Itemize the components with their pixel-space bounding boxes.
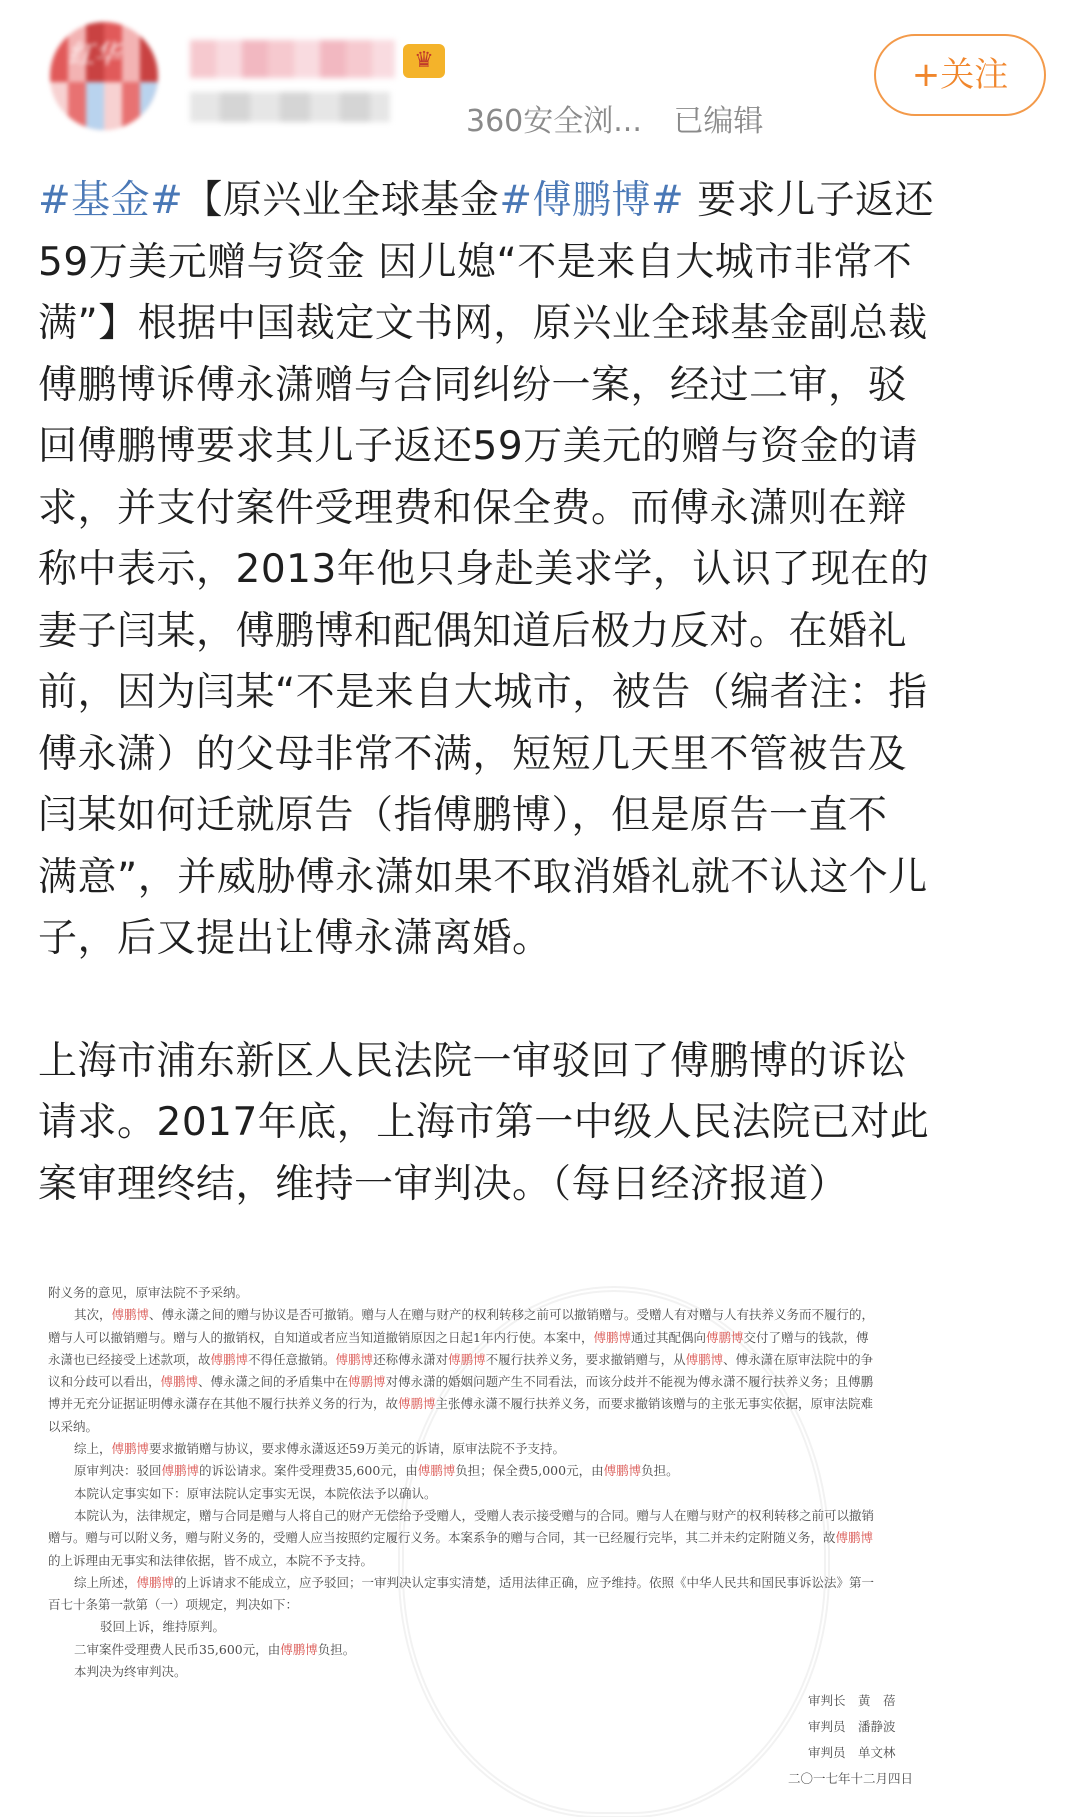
highlighted-name: 傅鹏博 <box>348 1374 386 1390</box>
highlighted-name: 傅鹏博 <box>280 1641 318 1657</box>
hashtag-fund[interactable]: #基金# <box>38 178 184 223</box>
document-line: 的上诉理由无事实和法律依据，皆不成立，本院不予支持。 <box>48 1552 374 1568</box>
post-line: 前，因为闫某“不是来自大城市，被告（编者注：指 <box>38 670 928 715</box>
highlighted-name: 傅鹏博 <box>161 1463 200 1479</box>
post-line: 子，后又提出让傅永潇离婚。 <box>38 916 552 961</box>
edited-label: 已编辑 <box>673 104 764 139</box>
highlighted-name: 傅鹏博 <box>398 1396 436 1412</box>
document-line: 二审案件受理费人民币35,600元，由傅鹏博负担。 <box>74 1641 356 1657</box>
post-line: 傅鹏博诉傅永潇赠与合同纠纷一案，经过二审，驳 <box>38 362 908 408</box>
post-line: 妻子闫某，傅鹏博和配偶知道后极力反对。在婚礼 <box>38 608 908 654</box>
highlighted-name: 傅鹏博 <box>335 1351 374 1367</box>
signature-chief-judge: 审判长 黄 蓓 <box>808 1693 896 1708</box>
hashtag-fu-pengbo[interactable]: #傅鹏博# <box>499 178 685 223</box>
document-line: 以采纳。 <box>48 1418 99 1434</box>
avatar-logo-text: 红华 <box>68 40 121 70</box>
post-source: 360安全浏... <box>466 104 642 139</box>
post-line: 满意”，并威胁傅永潇如果不取消婚礼就不认这个儿 <box>38 854 928 900</box>
document-line: 本院认定事实如下：原审法院认定事实无误，本院依法予以确认。 <box>74 1485 437 1501</box>
document-line: 赠与。赠与可以附义务，赠与附义务的，受赠人应当按照约定履行义务。本案系争的赠与合同，其一已经履行完毕，其二并未约定附随义务，故傅鹏博 <box>48 1530 874 1546</box>
post-title-part1: 【原兴业全球基金 <box>183 178 500 223</box>
document-line: 原审判决：驳回傅鹏博的诉讼请求。案件受理费35,600元，由傅鹏博负担；保全费5,000元，由傅鹏博负担。 <box>74 1463 679 1479</box>
document-line: 附义务的意见，原审法院不予采纳。 <box>48 1285 249 1300</box>
highlighted-name: 傅鹏博 <box>603 1463 642 1479</box>
post-line: 回傅鹏博要求其儿子返还59万美元的赠与资金的请 <box>38 424 919 469</box>
post-line: 傅永潇）的父母非常不满，短短几天里不管被告及 <box>38 731 908 777</box>
highlighted-name: 傅鹏博 <box>593 1329 631 1345</box>
signature-judge-2: 审判员 单文林 <box>808 1745 896 1760</box>
post-content <box>38 170 1048 1215</box>
highlighted-name: 傅鹏博 <box>835 1530 874 1546</box>
timestamp-blurred <box>190 92 390 122</box>
vip-crown-icon: ♛ <box>403 44 445 78</box>
document-line: 本院认为，法律规定，赠与合同是赠与人将自己的财产无偿给予受赠人，受赠人表示接受赠与的合同。赠与人在赠与财产的权利转移之前可以撤销 <box>74 1507 875 1523</box>
post-title-rest: 要求儿子返还 <box>684 178 935 223</box>
document-line: 综上所述，傅鹏博的上诉请求不能成立，应予驳回；一审判决认定事实清楚，适用法律正确，应予维持。依照《中华人民共和国民事诉讼法》第一 <box>74 1574 875 1590</box>
document-line: 永潇也已经接受上述款项，故傅鹏博不得任意撤销。傅鹏博还称傅永潇对傅鹏博不履行扶养义务，要求撤销赠与，从傅鹏博、傅永潇在原审法院中的争 <box>48 1351 874 1367</box>
highlighted-name: 傅鹏博 <box>685 1351 724 1367</box>
highlighted-name: 傅鹏博 <box>111 1307 150 1323</box>
court-document-image[interactable] <box>38 1278 1050 1817</box>
document-date: 二〇一七年十二月四日 <box>788 1771 914 1786</box>
document-signatures <box>788 1688 914 1792</box>
highlighted-name: 傅鹏博 <box>136 1574 175 1590</box>
highlighted-name: 傅鹏博 <box>706 1329 744 1345</box>
follow-button[interactable]: +关注 <box>874 34 1046 116</box>
post-line: 59万美元赠与资金 因儿媳“不是来自大城市非常不 <box>38 239 913 285</box>
avatar[interactable] <box>50 22 158 130</box>
document-line: 本判决为终审判决。 <box>74 1664 187 1680</box>
highlighted-name: 傅鹏博 <box>417 1463 456 1479</box>
post-line: 案审理终结，维持一审判决。（每日经济报道） <box>38 1161 849 1207</box>
highlighted-name: 傅鹏博 <box>448 1351 486 1367</box>
paragraph-gap <box>38 970 1048 1031</box>
highlighted-name: 傅鹏博 <box>160 1374 199 1390</box>
post-meta <box>466 96 785 140</box>
post-line: 求，并支付案件受理费和保全费。而傅永潇则在辩 <box>38 485 908 531</box>
post-line: 上海市浦东新区人民法院一审驳回了傅鹏博的诉讼 <box>38 1038 908 1084</box>
post-line: 请求。2017年底，上海市第一中级人民法院已对此 <box>38 1100 930 1145</box>
highlighted-name: 傅鹏博 <box>210 1351 249 1367</box>
document-line: 议和分歧可以看出，傅鹏博、傅永潇之间的矛盾集中在傅鹏博对傅永潇的婚姻问题产生不同看法，而该分歧并不能视为傅永潇不履行扶养义务；且傅鹏 <box>48 1374 874 1390</box>
document-line: 赠与人可以撤销赠与。赠与人的撤销权，自知道或者应当知道撤销原因之日起1年内行使。本案中，傅鹏博通过其配偶向傅鹏博交付了赠与的钱款，傅 <box>48 1329 869 1345</box>
document-line: 博并无充分证据证明傅永潇存在其他不履行扶养义务的行为，故傅鹏博主张傅永潇不履行扶养义务，而要求撤销该赠与的主张无事实依据，原审法院难 <box>48 1396 874 1412</box>
username-blurred[interactable] <box>190 40 395 78</box>
highlighted-name: 傅鹏博 <box>111 1441 150 1457</box>
document-line: 百七十条第一款第（一）项规定，判决如下： <box>48 1597 299 1613</box>
post-line <box>38 170 1048 232</box>
document-line: 驳回上诉，维持原判。 <box>100 1619 226 1635</box>
document-line: 其次，傅鹏博、傅永潇之间的赠与协议是否可撤销。赠与人在赠与财产的权利转移之前可以撤销赠与。受赠人有对赠与人有扶养义务而不履行的， <box>74 1307 875 1323</box>
post-header <box>0 0 1080 160</box>
document-line: 综上，傅鹏博要求撤销赠与协议，要求傅永潇返还59万美元的诉请，原审法院不予支持。 <box>74 1441 565 1457</box>
post-line: 满”】根据中国裁定文书网，原兴业全球基金副总裁 <box>38 301 928 346</box>
signature-judge-1: 审判员 潘静波 <box>808 1719 896 1734</box>
post-line: 称中表示，2013年他只身赴美求学，认识了现在的 <box>38 547 930 592</box>
document-text <box>48 1282 1038 1683</box>
post-line: 闫某如何迁就原告（指傅鹏博），但是原告一直不 <box>38 793 888 838</box>
